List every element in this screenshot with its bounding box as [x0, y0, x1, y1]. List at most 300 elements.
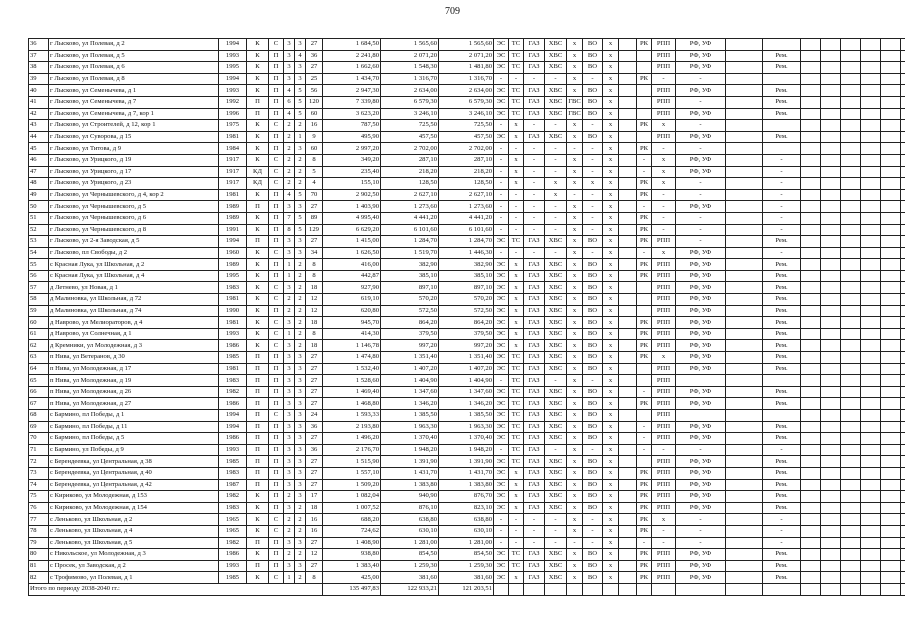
cell-kind: П — [269, 270, 284, 282]
cell-year: 1982 — [219, 491, 247, 503]
cell-empty — [861, 189, 881, 201]
cell-empty — [861, 50, 881, 62]
cell-kind: П — [269, 398, 284, 410]
cell-empty — [821, 154, 841, 166]
cell-fl: 3 — [284, 236, 295, 248]
cell-u4: ХВС — [545, 131, 567, 143]
table-row — [29, 166, 905, 178]
cell-fl: 3 — [284, 282, 295, 294]
cell-u2: - — [509, 189, 524, 201]
cell-u2: х — [509, 491, 524, 503]
cell-u4: ХВС — [545, 410, 567, 422]
cell-u5: х — [567, 236, 583, 248]
cell-a1: 2 176,70 — [323, 444, 381, 456]
cell-empty — [821, 479, 841, 491]
cell-u3: - — [524, 189, 545, 201]
cell-fl: 2 — [284, 178, 295, 190]
cell-ent: 5 — [295, 85, 306, 97]
cell-u8 — [619, 340, 637, 352]
cell-empty — [901, 178, 905, 190]
cell-u1: - — [494, 178, 509, 190]
cell-u1: ЭС — [494, 294, 509, 306]
cell-empty — [901, 85, 905, 97]
cell-u8 — [619, 305, 637, 317]
cell-empty — [901, 491, 905, 503]
cell-u6: - — [583, 120, 603, 132]
cell-empty — [567, 583, 583, 595]
cell-empty — [801, 96, 821, 108]
total-a2: 122 933,21 — [381, 583, 439, 595]
cell-u1: ЭС — [494, 491, 509, 503]
cell-addr: г Лысково, ул Суворова, д 15 — [49, 131, 219, 143]
cell-fl: 4 — [284, 189, 295, 201]
cell-u7: х — [603, 294, 619, 306]
cell-u4: ХВС — [545, 479, 567, 491]
cell-n: 63 — [29, 352, 49, 364]
cell-u8 — [619, 375, 637, 387]
cell-u10: РПП — [652, 433, 676, 445]
cell-u9: - — [637, 154, 652, 166]
cell-u3: ГАЗ — [524, 96, 545, 108]
cell-ent: 2 — [295, 166, 306, 178]
cell-ent: 3 — [295, 456, 306, 468]
cell-kind: П — [269, 456, 284, 468]
cell-u5: х — [567, 479, 583, 491]
cell-r: Рем. — [763, 479, 801, 491]
cell-u4: х — [545, 178, 567, 190]
cell-u10: х — [652, 154, 676, 166]
cell-u12 — [726, 96, 763, 108]
cell-empty — [861, 456, 881, 468]
cell-r — [763, 39, 801, 51]
cell-fl: 2 — [284, 154, 295, 166]
cell-empty — [861, 444, 881, 456]
cell-a3: 1 347,60 — [439, 386, 494, 398]
cell-empty — [801, 549, 821, 561]
cell-apt: 18 — [306, 282, 323, 294]
cell-u1: - — [494, 143, 509, 155]
cell-u2: ТС — [509, 352, 524, 364]
cell-empty — [841, 572, 861, 584]
cell-u7: х — [603, 178, 619, 190]
table-row — [29, 259, 905, 271]
cell-empty — [881, 120, 901, 132]
cell-empty — [881, 572, 901, 584]
cell-wall: К — [247, 62, 269, 74]
cell-a3: 3 246,10 — [439, 108, 494, 120]
cell-kind: С — [269, 514, 284, 526]
cell-empty — [821, 85, 841, 97]
cell-empty — [801, 108, 821, 120]
cell-u3: ГАЗ — [524, 50, 545, 62]
cell-u1: ЭС — [494, 62, 509, 74]
cell-a3: 638,80 — [439, 514, 494, 526]
cell-u2: ТС — [509, 96, 524, 108]
cell-a2: 1 281,00 — [381, 537, 439, 549]
cell-empty — [801, 270, 821, 282]
cell-ent: 3 — [295, 410, 306, 422]
cell-u9: РК — [637, 270, 652, 282]
cell-empty — [821, 259, 841, 271]
cell-empty — [901, 444, 905, 456]
cell-u12 — [726, 270, 763, 282]
table-row — [29, 305, 905, 317]
cell-empty — [821, 467, 841, 479]
cell-fl: 2 — [284, 131, 295, 143]
cell-empty — [801, 340, 821, 352]
cell-u11: - — [676, 236, 726, 248]
cell-u10: РПП — [652, 375, 676, 387]
cell-empty — [619, 583, 637, 595]
cell-u12 — [726, 502, 763, 514]
cell-u10: - — [652, 224, 676, 236]
cell-empty — [881, 583, 901, 595]
cell-n: 43 — [29, 120, 49, 132]
cell-u10: - — [652, 201, 676, 213]
cell-r — [763, 73, 801, 85]
cell-year: 1993 — [219, 328, 247, 340]
cell-empty — [861, 421, 881, 433]
cell-r: Рем. — [763, 456, 801, 468]
cell-n: 44 — [29, 131, 49, 143]
cell-apt: 25 — [306, 73, 323, 85]
cell-apt: 89 — [306, 212, 323, 224]
cell-empty — [841, 421, 861, 433]
cell-empty — [861, 143, 881, 155]
cell-r: Рем. — [763, 386, 801, 398]
cell-u8 — [619, 131, 637, 143]
cell-a2: 1 548,30 — [381, 62, 439, 74]
cell-empty — [861, 212, 881, 224]
cell-u6: ВО — [583, 410, 603, 422]
cell-addr: с Красная Лука, ул Школьная, д 4 — [49, 270, 219, 282]
cell-u9: - — [637, 537, 652, 549]
cell-wall: П — [247, 560, 269, 572]
cell-u1: ЭС — [494, 317, 509, 329]
cell-u5: х — [567, 444, 583, 456]
cell-wall: К — [247, 50, 269, 62]
cell-empty — [861, 537, 881, 549]
cell-a3: 997,20 — [439, 340, 494, 352]
cell-empty — [861, 491, 881, 503]
cell-fl: 2 — [284, 305, 295, 317]
cell-year: 1985 — [219, 456, 247, 468]
cell-addr: д Наврово, ул Солнечная, д 1 — [49, 328, 219, 340]
cell-u12 — [726, 143, 763, 155]
cell-u1: ЭС — [494, 456, 509, 468]
cell-empty — [821, 386, 841, 398]
cell-u3: ГАЗ — [524, 363, 545, 375]
cell-empty — [841, 154, 861, 166]
cell-empty — [821, 212, 841, 224]
cell-u6: - — [583, 224, 603, 236]
cell-u5: х — [567, 282, 583, 294]
cell-u12 — [726, 433, 763, 445]
cell-apt: 27 — [306, 537, 323, 549]
cell-empty — [901, 236, 905, 248]
table-row — [29, 224, 905, 236]
cell-a3: 1 346,20 — [439, 398, 494, 410]
cell-r: Рем. — [763, 131, 801, 143]
table-row — [29, 386, 905, 398]
cell-a1: 155,10 — [323, 178, 381, 190]
cell-kind: П — [269, 62, 284, 74]
cell-a2: 630,10 — [381, 525, 439, 537]
cell-year: 1981 — [219, 189, 247, 201]
cell-u9 — [637, 456, 652, 468]
cell-u5: х — [567, 375, 583, 387]
cell-empty — [801, 433, 821, 445]
cell-empty — [881, 224, 901, 236]
cell-apt: 27 — [306, 352, 323, 364]
cell-u8 — [619, 386, 637, 398]
cell-empty — [861, 340, 881, 352]
cell-u5: х — [567, 131, 583, 143]
cell-a2: 1 346,20 — [381, 398, 439, 410]
cell-a1: 1 684,50 — [323, 39, 381, 51]
cell-a3: 382,90 — [439, 259, 494, 271]
cell-empty — [801, 328, 821, 340]
cell-a3: 128,50 — [439, 178, 494, 190]
cell-u12 — [726, 247, 763, 259]
cell-empty — [821, 120, 841, 132]
cell-u9: РК — [637, 502, 652, 514]
cell-u5: х — [567, 491, 583, 503]
cell-a2: 1 404,90 — [381, 375, 439, 387]
cell-u6: ВО — [583, 479, 603, 491]
cell-u6: ВО — [583, 259, 603, 271]
cell-u1: ЭС — [494, 236, 509, 248]
cell-u8 — [619, 189, 637, 201]
cell-addr: г Лысково, ул Чернышевского, д 4, кор 2 — [49, 189, 219, 201]
cell-a2: 6 101,60 — [381, 224, 439, 236]
cell-u7: х — [603, 340, 619, 352]
cell-u12 — [726, 386, 763, 398]
cell-empty — [881, 259, 901, 271]
cell-empty — [821, 525, 841, 537]
cell-u8 — [619, 154, 637, 166]
cell-empty — [901, 537, 905, 549]
cell-year: 1986 — [219, 549, 247, 561]
cell-wall: КД — [247, 178, 269, 190]
cell-a3: 1 316,70 — [439, 73, 494, 85]
cell-u8 — [619, 236, 637, 248]
cell-u9: РК — [637, 120, 652, 132]
cell-year: 1989 — [219, 212, 247, 224]
cell-u1: - — [494, 154, 509, 166]
cell-u1: ЭС — [494, 572, 509, 584]
cell-empty — [821, 39, 841, 51]
cell-u4: ХВС — [545, 317, 567, 329]
cell-u2: ТС — [509, 549, 524, 561]
cell-r: - — [763, 212, 801, 224]
cell-wall: П — [247, 352, 269, 364]
cell-empty — [901, 386, 905, 398]
cell-empty — [881, 143, 901, 155]
cell-u8 — [619, 201, 637, 213]
cell-a2: 864,20 — [381, 317, 439, 329]
cell-wall: КД — [247, 166, 269, 178]
cell-r: - — [763, 525, 801, 537]
cell-apt: 27 — [306, 386, 323, 398]
cell-a2: 997,20 — [381, 340, 439, 352]
cell-a1: 938,80 — [323, 549, 381, 561]
cell-a1: 235,40 — [323, 166, 381, 178]
cell-a1: 688,20 — [323, 514, 381, 526]
cell-u4: ХВС — [545, 50, 567, 62]
cell-kind: П — [269, 433, 284, 445]
cell-empty — [881, 189, 901, 201]
cell-empty — [603, 583, 619, 595]
cell-u5: х — [567, 294, 583, 306]
cell-u11: РФ, УФ — [676, 433, 726, 445]
cell-empty — [881, 154, 901, 166]
cell-a3: 2 071,20 — [439, 50, 494, 62]
cell-empty — [901, 247, 905, 259]
cell-year: 1981 — [219, 294, 247, 306]
cell-a3: 6 579,30 — [439, 96, 494, 108]
cell-a1: 425,00 — [323, 572, 381, 584]
cell-u2: - — [509, 525, 524, 537]
cell-ent: 2 — [295, 502, 306, 514]
cell-empty — [821, 340, 841, 352]
cell-empty — [821, 224, 841, 236]
cell-a2: 940,90 — [381, 491, 439, 503]
cell-n: 71 — [29, 444, 49, 456]
cell-u4: х — [545, 189, 567, 201]
cell-r: - — [763, 154, 801, 166]
cell-u5: х — [567, 317, 583, 329]
cell-u10: - — [652, 143, 676, 155]
cell-year: 1983 — [219, 375, 247, 387]
cell-empty — [861, 398, 881, 410]
cell-u4: ХВС — [545, 572, 567, 584]
cell-a1: 4 995,40 — [323, 212, 381, 224]
cell-empty — [861, 502, 881, 514]
cell-u9: - — [637, 166, 652, 178]
cell-empty — [801, 73, 821, 85]
cell-u5: х — [567, 514, 583, 526]
cell-u2: ТС — [509, 433, 524, 445]
cell-empty — [881, 201, 901, 213]
cell-u3: ГАЗ — [524, 131, 545, 143]
cell-year: 1994 — [219, 410, 247, 422]
cell-u1: ЭС — [494, 108, 509, 120]
cell-empty — [881, 433, 901, 445]
cell-u10: - — [652, 73, 676, 85]
cell-addr: с Никольское, ул Молодежная, д 3 — [49, 549, 219, 561]
cell-u9 — [637, 363, 652, 375]
cell-u11: РФ, УФ — [676, 549, 726, 561]
cell-ent: 5 — [295, 96, 306, 108]
cell-n: 37 — [29, 50, 49, 62]
cell-u7: х — [603, 282, 619, 294]
cell-empty — [881, 410, 901, 422]
cell-u11: - — [676, 224, 726, 236]
cell-wall: К — [247, 525, 269, 537]
cell-wall: К — [247, 317, 269, 329]
cell-addr: с Кириково, ул Молодежная, д 153 — [49, 491, 219, 503]
cell-u9: РК — [637, 514, 652, 526]
cell-addr: п Нива, ул Молодежная, д 19 — [49, 375, 219, 387]
cell-u12 — [726, 62, 763, 74]
cell-empty — [841, 236, 861, 248]
cell-a2: 1 347,60 — [381, 386, 439, 398]
cell-u6: ВО — [583, 236, 603, 248]
cell-u11: - — [676, 525, 726, 537]
cell-u4: ХВС — [545, 270, 567, 282]
cell-wall: К — [247, 491, 269, 503]
cell-u3: - — [524, 537, 545, 549]
cell-a2: 385,10 — [381, 270, 439, 282]
cell-ent: 2 — [295, 317, 306, 329]
cell-a1: 619,10 — [323, 294, 381, 306]
cell-empty — [801, 502, 821, 514]
cell-empty — [801, 572, 821, 584]
cell-a3: 570,20 — [439, 294, 494, 306]
table-row — [29, 514, 905, 526]
cell-u7: х — [603, 50, 619, 62]
cell-u5: х — [567, 50, 583, 62]
cell-u9: РК — [637, 212, 652, 224]
cell-a3: 864,20 — [439, 317, 494, 329]
cell-empty — [801, 294, 821, 306]
cell-empty — [637, 583, 652, 595]
cell-u1: ЭС — [494, 549, 509, 561]
cell-u3: ГАЗ — [524, 305, 545, 317]
cell-u10: - — [652, 525, 676, 537]
cell-u6: ВО — [583, 62, 603, 74]
cell-u9 — [637, 410, 652, 422]
cell-u11: РФ, УФ — [676, 131, 726, 143]
cell-u2: х — [509, 120, 524, 132]
cell-a1: 1 007,52 — [323, 502, 381, 514]
cell-ent: 2 — [295, 120, 306, 132]
cell-u9 — [637, 294, 652, 306]
cell-u10: РПП — [652, 479, 676, 491]
cell-empty — [841, 305, 861, 317]
cell-fl: 1 — [284, 572, 295, 584]
cell-kind: П — [269, 73, 284, 85]
cell-fl: 3 — [284, 537, 295, 549]
cell-empty — [881, 62, 901, 74]
cell-r: - — [763, 537, 801, 549]
cell-empty — [901, 259, 905, 271]
cell-empty — [763, 583, 801, 595]
cell-u7: х — [603, 352, 619, 364]
cell-empty — [841, 433, 861, 445]
cell-u10: РПП — [652, 456, 676, 468]
cell-empty — [861, 467, 881, 479]
cell-a3: 854,50 — [439, 549, 494, 561]
cell-kind: П — [269, 50, 284, 62]
cell-u5: х — [567, 212, 583, 224]
cell-year: 1983 — [219, 282, 247, 294]
cell-u6: х — [583, 178, 603, 190]
cell-n: 36 — [29, 39, 49, 51]
cell-empty — [881, 294, 901, 306]
cell-u2: - — [509, 247, 524, 259]
cell-year: 1965 — [219, 514, 247, 526]
cell-a2: 382,90 — [381, 259, 439, 271]
cell-fl: 1 — [284, 270, 295, 282]
cell-u11: - — [676, 178, 726, 190]
cell-n: 42 — [29, 108, 49, 120]
cell-apt: 27 — [306, 236, 323, 248]
cell-addr: с Леньково, ул Школьная, д 2 — [49, 514, 219, 526]
cell-wall: П — [247, 96, 269, 108]
cell-u3: ГАЗ — [524, 317, 545, 329]
